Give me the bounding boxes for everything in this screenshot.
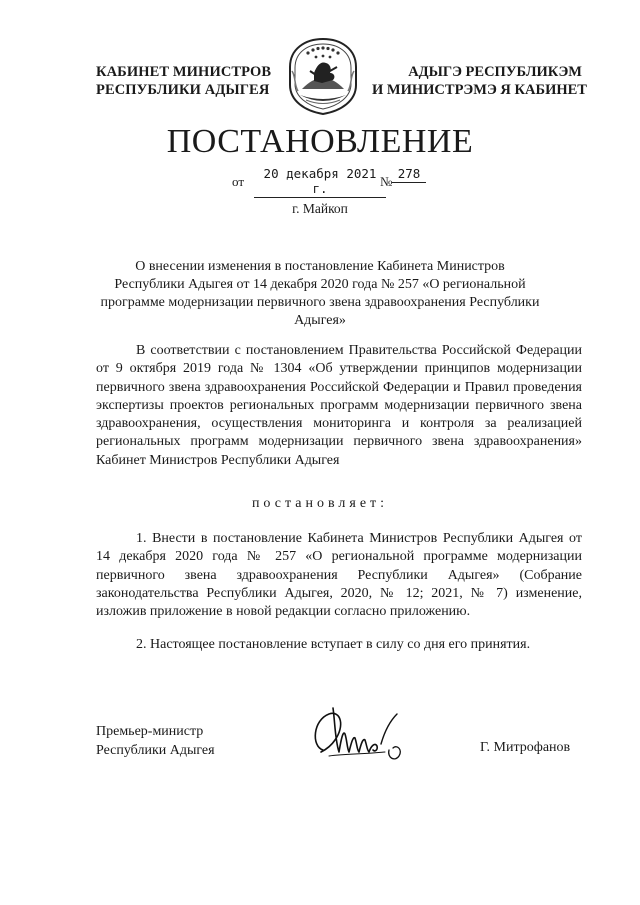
header-left-line2: РЕСПУБЛИКИ АДЫГЕЯ (96, 82, 270, 98)
document-title: ПОСТАНОВЛЕНИЕ (166, 123, 474, 160)
signatory-name: Г. Митрофанов (480, 740, 571, 755)
header-left-title (96, 63, 286, 99)
decree-item-2: 2. Настоящее постановление вступает в силу со дня его принятия. (136, 637, 531, 652)
decree-item-1: 1. Внести в постановление Кабинета Министров Республики Адыгея от 14 декабря 2020 года № 257 «О региональной программе модернизации первичного звена здравоохранения Республики Адыгея» (Собрание законодательства Республики Адыгея, 2020, № 12; 2021, № 7) изменение, изложив приложение в новой редакции согласно приложению. (96, 531, 582, 620)
decree-word: постановляет: (251, 496, 389, 511)
signatory-role (96, 722, 215, 760)
header-right-line1: АДЫГЭ РЕСПУБЛИКЭМ (408, 64, 582, 80)
decree-date: 20 декабря 2021 г. (254, 166, 386, 198)
coat-of-arms-emblem-icon (286, 37, 360, 115)
date-number-line (232, 166, 432, 196)
preamble-paragraph: В соответствии с постановлением Правительства Российской Федерации от 9 октября 2019 года № 1304 «Об утверждении принципов модернизации первичного звена здравоохранения Российской Федерации и Правил проведения экспертизы проектов региональных программ модернизации первичного звена здравоохранения, осуществления мониторинга и контроля за реализацией региональных программ модернизации первичного звена здравоохранения» Кабинет Министров Республики Адыгея (96, 343, 582, 468)
decree-subject: О внесении изменения в постановление Кабинета Министров Республики Адыгея от 14 декабря 2020 года № 257 «О региональной программе модернизации первичного звена здравоохранения Республики Адыгея» (100, 259, 540, 328)
header-right-line2: И МИНИСТРЭМЭ Я КАБИНЕТ (372, 82, 587, 98)
decree-number: 278 (392, 166, 426, 183)
city-label: г. Майкоп (292, 201, 348, 216)
signatory-role-line1: Премьер-министр (96, 724, 204, 739)
signatory-role-line2: Республики Адыгея (96, 743, 215, 758)
number-label: № (380, 174, 393, 189)
from-label: от (232, 174, 245, 189)
header-right-title (372, 63, 587, 99)
handwritten-signature-icon (305, 700, 415, 772)
header-left-line1: КАБИНЕТ МИНИСТРОВ (96, 64, 272, 80)
